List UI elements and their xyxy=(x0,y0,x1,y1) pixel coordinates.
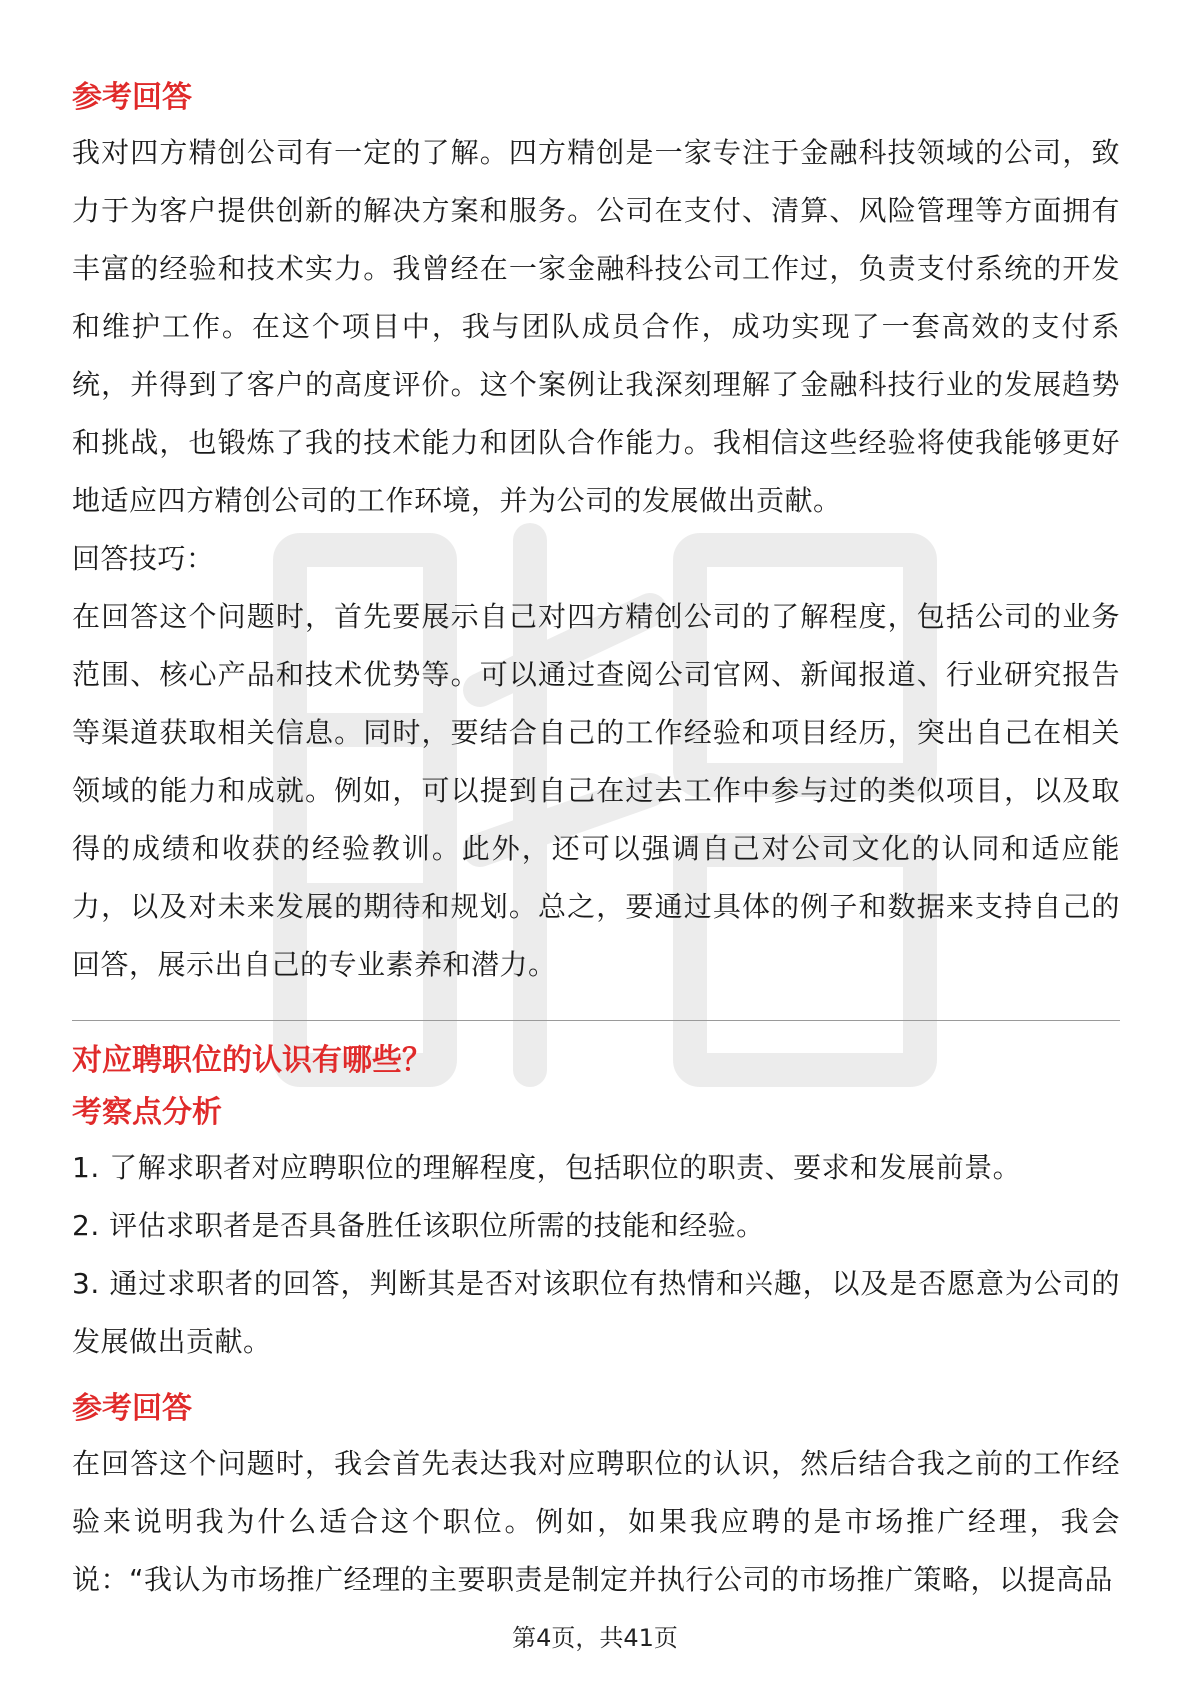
analysis-point-1: 1. 了解求职者对应聘职位的理解程度，包括职位的职责、要求和发展前景。 xyxy=(72,1151,1022,1184)
answer-tips-text: 在回答这个问题时，首先要展示自己对四方精创公司的了解程度，包括公司的业务范围、核心产品和技术优势等。可以通过查阅公司官网、新闻报道、行业研究报告等渠道获取相关信息。同时，要结合自己的工作经验和项目经历，突出自己在相关领域的能力和成就。例如，可以提到自己在过去工作中参与过的类似项目，以及取得的成绩和收获的经验教训。此外，还可以强调自己对公司文化的认同和适应能力，以及对未来发展的期待和规划。总之，要通过具体的例子和数据来支持自己的回答，展示出自己的专业素养和潜力。 xyxy=(72,600,1120,981)
reference-answer-heading: 参考回答 xyxy=(72,80,192,115)
section-divider xyxy=(72,1020,1120,1021)
page-number-footer: 第4页，共41页 xyxy=(512,1624,678,1652)
document-content xyxy=(72,72,1120,1609)
analysis-heading: 考察点分析 xyxy=(72,1095,222,1130)
reference-answer-text: 我对四方精创公司有一定的了解。四方精创是一家专注于金融科技领域的公司，致力于为客户提供创新的解决方案和服务。公司在支付、清算、风险管理等方面拥有丰富的经验和技术实力。我曾经在一家金融科技公司工作过，负责支付系统的开发和维护工作。在这个项目中，我与团队成员合作，成功实现了一套高效的支付系统，并得到了客户的高度评价。这个案例让我深刻理解了金融科技行业的发展趋势和挑战，也锻炼了我的技术能力和团队合作能力。我相信这些经验将使我能够更好地适应四方精创公司的工作环境，并为公司的发展做出贡献。 xyxy=(72,136,1120,517)
reference-answer-text-2: 在回答这个问题时，我会首先表达我对应聘职位的认识，然后结合我之前的工作经验来说明我为什么适合这个职位。例如，如果我应聘的是市场推广经理，我会说：“我认为市场推广经理的主要职责是制定并执行公司的市场推广策略，以提高品 xyxy=(72,1447,1120,1596)
question-title: 对应聘职位的认识有哪些？ xyxy=(72,1043,432,1078)
answer-tips-label: 回答技巧： xyxy=(72,542,215,575)
analysis-point-3: 3. 通过求职者的回答，判断其是否对该职位有热情和兴趣，以及是否愿意为公司的发展做出贡献。 xyxy=(72,1267,1120,1358)
analysis-point-2: 2. 评估求职者是否具备胜任该职位所需的技能和经验。 xyxy=(72,1209,765,1242)
reference-answer-heading-2: 参考回答 xyxy=(72,1391,192,1426)
